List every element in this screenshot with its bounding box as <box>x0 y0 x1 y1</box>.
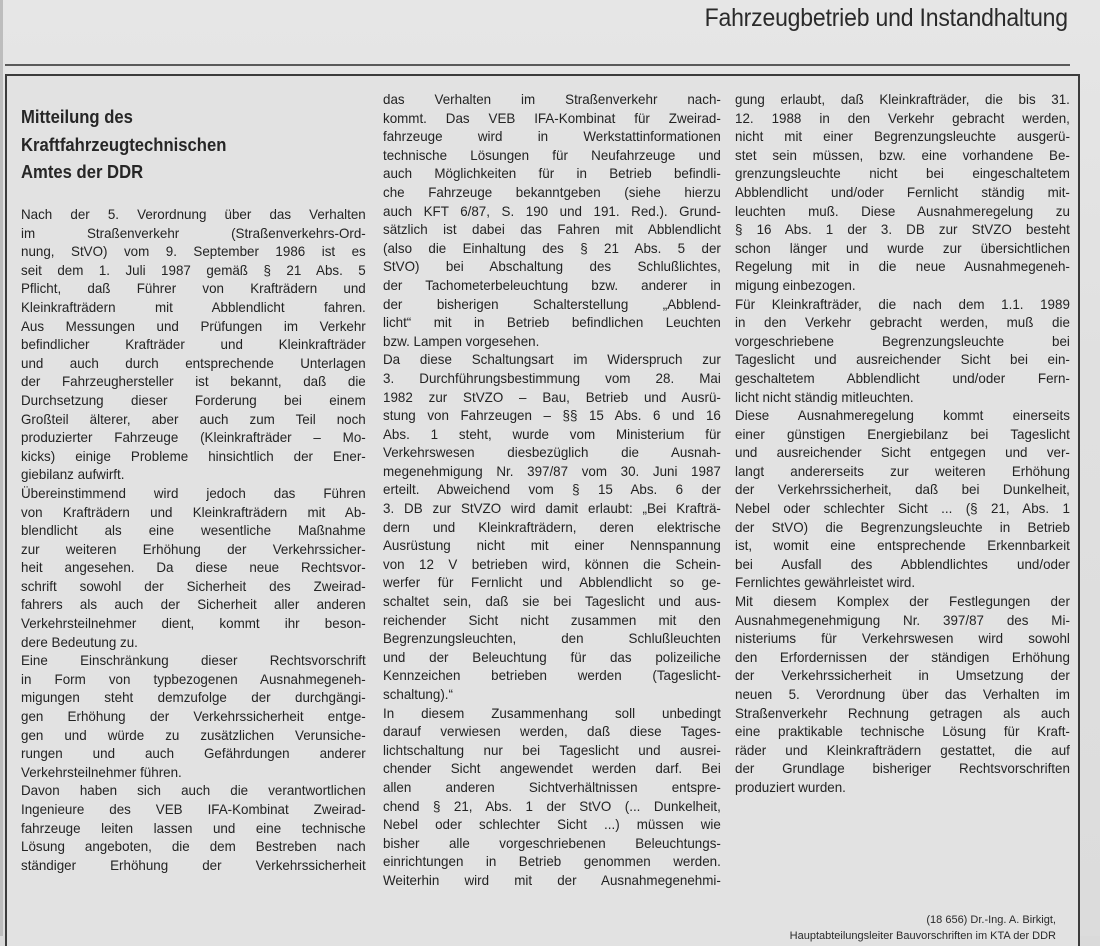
text-line: In diesem Zusammenhang soll unbedingt <box>383 705 721 721</box>
text-line: technische Lösungen für Neufahrzeuge und <box>383 147 721 163</box>
text-column-2 <box>383 91 721 891</box>
text-line: geschaltetem Abblendlicht und/oder Fern- <box>735 370 1070 386</box>
text-line: schaltet sein, daß sie bei Tageslicht und aus- <box>383 594 721 610</box>
text-line: Davon haben sich auch die verantwortlichen <box>21 783 366 799</box>
text-line: der Tachometerbeleuchtung bzw. anderer in <box>383 277 721 293</box>
text-line: chend § 21, Abs. 1 der StVO (... Dunkelheit, <box>383 798 721 814</box>
text-line: gen Erhöhung der Verkehrssicherheit entge- <box>21 709 366 725</box>
text-line: Pflicht, daß Führer von Krafträdern und <box>21 281 366 297</box>
text-line: nung, StVO) vom 9. September 1986 ist es <box>21 244 366 260</box>
text-line: Großteil älterer, aber auch zum Teil noch <box>21 411 366 427</box>
text-line: Nebel oder schlechter Sicht ... (§ 21, Abs. 1 <box>735 501 1070 517</box>
text-line: eine praktikable technische Lösung für Kraft- <box>735 724 1070 740</box>
text-line: migung einbezogen. <box>735 277 856 293</box>
text-line: Übereinstimmend wird jedoch das Führen <box>21 485 366 501</box>
text-line: Weiterhin wird mit der Ausnahmegenehmi- <box>383 872 721 888</box>
headline-line: Kraftfahrzeugtechnischen <box>21 133 227 155</box>
text-line: fahrers als auch der Sicherheit aller anderen <box>21 597 366 613</box>
text-line: Verkehrsteilnehmer dient, kommt ihr beson- <box>21 616 366 632</box>
headline-line: Amtes der DDR <box>21 161 144 182</box>
text-line: Ausnahmegenehmigung Nr. 397/87 des Mi- <box>735 612 1070 628</box>
text-line: blendlicht als eine wesentliche Maßnahme <box>21 523 366 539</box>
text-line: schaltung).“ <box>383 687 453 702</box>
signature-line-1: (18 656) Dr.-Ing. A. Birkigt, <box>926 914 1056 926</box>
text-line: (also die Einhaltung des § 21 Abs. 5 der <box>383 240 721 256</box>
text-line: Kleinkrafträdern mit Abblendlicht fahren. <box>21 299 366 315</box>
text-line: gen und würde zu zusätzlichen Verunsiche- <box>21 727 366 743</box>
text-line: Lösung angeboten, die dem Bestreben nach <box>21 839 366 855</box>
text-line: kicks) einige Probleme hinsichtlich der Ener- <box>21 448 366 464</box>
text-line: produzierter Fahrzeuge (Kleinkrafträder – Mo- <box>21 430 366 446</box>
text-column-3 <box>735 91 1070 798</box>
text-line: Eine Einschränkung dieser Rechtsvorschrift <box>21 653 366 669</box>
text-line: ständiger Erhöhung der Verkehrssicherheit <box>21 857 366 873</box>
text-line: schrift sowohl der Sicherheit des Zweirad- <box>21 578 366 594</box>
text-line: fahrzeuge leiten lassen und eine technische <box>21 820 366 836</box>
text-line: Da diese Schaltungsart im Widerspruch zur <box>383 352 721 368</box>
text-line: lichtschaltung nur bei Tageslicht und ausrei- <box>383 742 721 758</box>
article-box <box>5 74 1080 946</box>
text-line: migungen steht demzufolge der durchgängi- <box>21 690 366 706</box>
text-line: das Verhalten im Straßenverkehr nach- <box>383 92 721 107</box>
text-line: werfer für Fernlicht und Abblendlicht so ge- <box>383 575 721 591</box>
text-line: erteilt. Abweichend vom § 15 Abs. 6 der <box>383 482 721 498</box>
text-line: auch Möglichkeiten für in Betrieb befindli- <box>383 166 721 182</box>
text-line: von 12 V betrieben wird, können die Schein- <box>383 556 721 572</box>
text-line: einrichtungen in Betrieb genommen werden. <box>383 854 721 870</box>
text-line: Abblendlicht und/oder Fernlicht ständig mit- <box>735 184 1070 200</box>
text-line: dere Bedeutung zu. <box>21 634 138 650</box>
text-line: fahrzeuge wird in Werkstattinformationen <box>383 129 721 145</box>
text-line: neuen 5. Verordnung über das Verhalten im <box>735 687 1070 702</box>
header-rule <box>5 64 1070 66</box>
text-line: darauf verwiesen werden, daß diese Tages- <box>383 724 721 740</box>
text-line: produziert wurden. <box>735 779 846 795</box>
text-line: giebilanz aufwirft. <box>21 467 125 483</box>
text-line: der StVO) die Begrenzungsleuchte in Betrieb <box>735 519 1070 535</box>
text-line: in den Verkehr gebracht werden, muß die <box>735 315 1070 331</box>
text-line: Abs. 1 steht, wurde vom Ministerium für <box>383 426 721 442</box>
article-headline <box>21 103 318 186</box>
text-line: seit dem 1. Juli 1987 gemäß § 21 Abs. 5 <box>21 262 366 278</box>
text-line: von Krafträdern und Kleinkrafträdern mit Ab- <box>21 504 366 520</box>
text-line: auch KFT 6/87, S. 190 und 191. Red.). Grund- <box>383 203 721 219</box>
text-line: rungen und auch Gefährdungen anderer <box>21 746 366 762</box>
headline-line: Mitteilung des <box>21 106 133 127</box>
text-line: Für Kleinkrafträder, die nach dem 1.1. 1989 <box>735 296 1070 312</box>
text-line: licht“ mit in Betrieb befindlichen Leuchten <box>383 315 721 331</box>
section-header-title: Fahrzeugbetrieb und Instandhaltung <box>704 4 1068 32</box>
text-line: einer günstigen Energiebilanz bei Tageslicht <box>735 426 1070 442</box>
text-line: Mit diesem Komplex der Festlegungen der <box>735 594 1070 610</box>
text-line: den Erfordernissen der ständigen Erhöhung <box>735 649 1070 665</box>
text-line: stet sein müssen, bzw. eine vorhandene Be- <box>735 147 1070 163</box>
text-line: Kennzeichen betrieben werden (Tageslicht- <box>383 668 721 684</box>
text-line: Straßenverkehr Rechnung getragen als auch <box>735 705 1070 721</box>
page-edge <box>0 0 3 936</box>
text-line: megenehmigung Nr. 397/87 vom 30. Juni 1987 <box>383 463 721 479</box>
text-line: Fernlichtes gewährleistet wird. <box>735 575 916 591</box>
text-line: grenzungsleuchte nicht bei eingeschaltetem <box>735 166 1070 182</box>
text-line: räder und Kleinkrafträdern gestattet, die auf <box>735 742 1070 758</box>
text-line: sätzlich ist dabei das Fahren mit Abblendlicht <box>383 222 721 238</box>
text-line: Nach der 5. Verordnung über das Verhalten <box>21 207 366 222</box>
text-line: bzw. Lampen vorgesehen. <box>383 333 540 349</box>
text-line: chender Sicht angewendet werden darf. Bei <box>383 761 721 777</box>
text-line: allen anderen Sichtverhältnissen entspre- <box>383 779 721 795</box>
text-column-1 <box>21 206 366 875</box>
text-line: Ingenieure des VEB IFA-Kombinat Zweirad- <box>21 802 366 817</box>
text-line: zur weiteren Erhöhung der Verkehrssicher- <box>21 541 366 557</box>
text-line: und auch durch entsprechende Unterlagen <box>21 355 366 371</box>
text-line: schon länger und wurde zur übersichtlichen <box>735 240 1070 256</box>
text-line: und ausreichender Sicht entgegen und ver- <box>735 445 1070 461</box>
text-line: § 16 Abs. 1 der 3. DB zur StVZO besteht <box>735 222 1070 238</box>
text-line: che Fahrzeuge bekanntgeben (siehe hierzu <box>383 184 721 200</box>
text-line: dern und Kleinkrafträdern, deren elektrische <box>383 519 721 535</box>
text-line: 3. Durchführungsbestimmung vom 28. Mai <box>383 370 721 386</box>
text-line: bisher alle vorgeschriebenen Beleuchtungs- <box>383 835 721 851</box>
text-line: und der Beleuchtung für das polizeiliche <box>383 649 721 665</box>
text-line: Aus Messungen und Prüfungen im Verkehr <box>21 318 366 334</box>
text-line: langt andererseits zur weiteren Erhöhung <box>735 463 1070 479</box>
text-line: heit angesehen. Da diese neue Rechtsvor- <box>21 560 366 576</box>
text-line: in Form von typbezogenen Ausnahmegeneh- <box>21 671 366 687</box>
text-line: Begrenzungsleuchten, den Schlußleuchten <box>383 631 721 647</box>
text-line: im Straßenverkehr (Straßenverkehrs-Ord- <box>21 225 366 241</box>
text-line: der Verkehrssicherheit, daß bei Dunkelheit, <box>735 482 1070 498</box>
text-line: StVO) bei Abschaltung des Schlußlichtes, <box>383 259 721 275</box>
text-line: 1982 zur StVZO – Bau, Betrieb und Ausrü- <box>383 389 721 405</box>
text-line: Nebel oder schlechter Sicht ...) müssen wie <box>383 817 721 833</box>
author-signature <box>790 912 1056 944</box>
signature-line-2: Hauptabteilungsleiter Bauvorschriften im KTA der DDR <box>789 930 1056 942</box>
text-line: kommt. Das VEB IFA-Kombinat für Zweirad- <box>383 110 721 126</box>
text-line: 3. DB zur StVZO wird damit erlaubt: „Bei Krafträ- <box>383 501 721 517</box>
text-line: der Verkehrssicherheit in Umsetzung der <box>735 668 1070 684</box>
text-line: reichender Sicht nicht zusammen mit den <box>383 612 721 628</box>
text-line: nicht mit einer Begrenzungsleuchte ausgerü- <box>735 129 1070 145</box>
text-line: Verkehrswesen diesbezüglich die Ausnah- <box>383 445 721 461</box>
text-line: 12. 1988 in den Verkehr gebracht werden, <box>735 110 1070 126</box>
text-line: Regelung mit in die neue Ausnahmegeneh- <box>735 259 1070 275</box>
text-line: der Fahrzeughersteller ist bekannt, daß die <box>21 374 366 390</box>
text-line: ist, womit eine entsprechende Erkennbarkeit <box>735 538 1070 554</box>
text-line: Diese Ausnahmeregelung kommt einerseits <box>735 408 1070 424</box>
text-line: Tageslicht und ausreichender Sicht bei ein- <box>735 352 1070 368</box>
text-line: gung erlaubt, daß Kleinkrafträder, die bis 31. <box>735 92 1070 107</box>
text-line: befindlicher Krafträder und Kleinkrafträder <box>21 337 366 353</box>
text-line: Durchsetzung dieser Forderung bei einem <box>21 392 366 408</box>
text-line: Verkehrsteilnehmer führen. <box>21 764 182 780</box>
text-line: Ausrüstung nicht mit einer Nennspannung <box>383 538 721 554</box>
text-line: nisteriums für Verkehrswesen wird sowohl <box>735 631 1070 647</box>
text-line: vorgeschriebene Begrenzungsleuchte bei <box>735 333 1070 349</box>
text-line: leuchten muß. Diese Ausnahmeregelung zu <box>735 203 1070 219</box>
text-line: der bisherigen Schalterstellung „Abblend- <box>383 296 721 312</box>
text-line: bei Ausfall des Abblendlichtes und/oder <box>735 556 1070 572</box>
text-line: der Grundlage bisheriger Rechtsvorschriften <box>735 761 1070 777</box>
text-line: stung von Fahrzeugen – §§ 15 Abs. 6 und 16 <box>383 408 721 424</box>
text-line: licht nicht ständig mitleuchten. <box>735 389 914 405</box>
